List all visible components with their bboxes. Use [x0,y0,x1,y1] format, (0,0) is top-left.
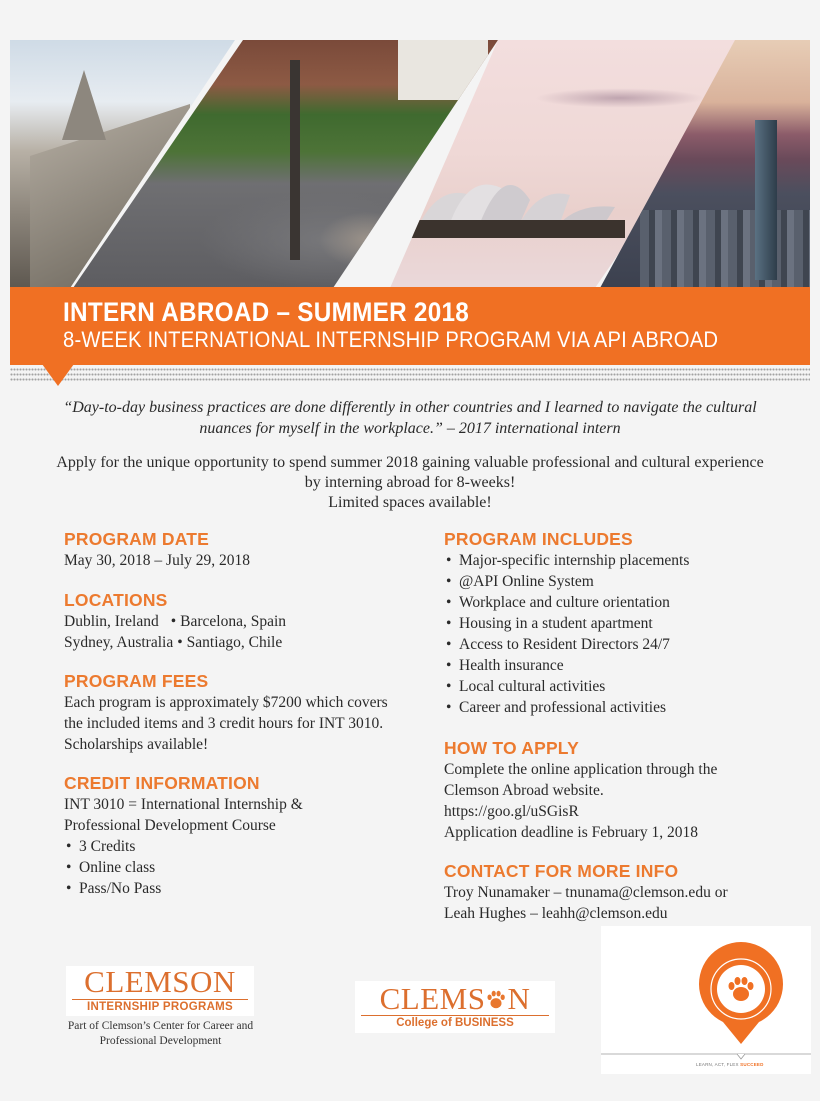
includes-bullet-list [444,550,794,718]
header-photo-strip [10,40,810,288]
logo-caption: Part of Clemson’s Center for Career and Professional Development [67,1020,254,1047]
intro-line: Apply for the unique opportunity to spend summer 2018 gaining valuable professional and cultural experience by interning abroad for 8-weeks! [56,454,764,491]
pin-tagline [696,1062,764,1067]
apply-deadline: Application deadline is February 1, 2018 [444,824,698,841]
clemson-wordmark: CLEMSON [84,964,236,999]
intro-limited-spaces: Limited spaces available! [328,494,492,511]
right-column [444,529,794,939]
barcelona-building-shape [398,40,488,100]
wordmark-left: CLEMS [379,981,486,1016]
section-title: PROGRAM DATE [64,529,209,549]
cathedral-spire-shape [62,70,106,140]
apply-instructions: Complete the online application through the Clemson Abroad website. [444,761,718,799]
dotted-divider [10,366,810,383]
credit-bullet-list [64,836,414,899]
opera-house-base-shape [410,220,625,238]
list-item: • Career and professional activities [444,697,794,718]
title-banner [10,287,810,365]
locations-row [64,611,414,632]
program-date-value: May 30, 2018 – July 29, 2018 [64,552,250,569]
section-contact [444,861,794,924]
logo-subtitle: INTERNSHIP PROGRAMS [86,1001,234,1013]
location-item: Dublin, Ireland [64,613,159,630]
section-title: PROGRAM INCLUDES [444,529,633,549]
list-item: • Housing in a student apartment [444,613,794,634]
columbus-column-shape [290,60,300,260]
section-credit-information [64,773,414,899]
location-pin-icon [601,926,811,1074]
testimonial-quote: “Day-to-day business practices are done differently in other countries and I learned to navigate the cultural nuances for myself in the workplace.” – 2017 international intern [63,399,757,437]
section-title: CREDIT INFORMATION [64,773,260,793]
clemson-wordmark [355,983,555,1015]
section-program-fees [64,671,414,755]
wordmark-right: N [507,981,531,1016]
list-item: • Local cultural activities [444,676,794,697]
list-item: • 3 Credits [64,836,414,857]
clemson-internship-programs-logo [66,966,254,1016]
section-title: CONTACT FOR MORE INFO [444,861,679,881]
section-title: HOW TO APPLY [444,738,579,758]
apply-link[interactable]: https://goo.gl/uSGisR [444,803,579,820]
costanera-tower-shape [755,120,777,280]
page-title: INTERN ABROAD – SUMMER 2018 [63,297,470,327]
section-locations [64,590,414,653]
logo-subtitle: College of BUSINESS [396,1017,514,1029]
left-column [64,529,414,914]
pin-tagline-highlight: SUCCEED [740,1062,764,1067]
pin-tagline-prefix: LEARN, ACT, FLEX [696,1062,739,1067]
section-program-date [64,529,414,571]
list-item: • @API Online System [444,571,794,592]
section-title: PROGRAM FEES [64,671,209,691]
contact-troy[interactable]: Troy Nunamaker – tnunama@clemson.edu or [444,884,728,901]
program-fees-text: Each program is approximately $7200 which covers the included items and 3 credit hours for INT 3010. Scholarships available! [64,694,388,753]
intro-text [55,453,765,513]
list-item: • Major-specific internship placements [444,550,794,571]
credit-course-text: INT 3010 = International Internship & Professional Development Course [64,796,303,834]
section-program-includes [444,529,794,718]
list-item: • Health insurance [444,655,794,676]
location-item: Sydney, Australia [64,634,174,651]
list-item: • Online class [64,857,414,878]
banner-pointer-icon [42,364,74,386]
section-title: LOCATIONS [64,590,168,610]
list-item: • Workplace and culture orientation [444,592,794,613]
clemson-college-of-business-logo [355,981,555,1033]
list-item: • Pass/No Pass [64,878,414,899]
santiago-city-shape [640,210,810,288]
locations-row [64,632,414,653]
opera-house-sails-icon [410,165,620,225]
tiger-paw-icon [485,989,507,1011]
location-item: Barcelona, Spain [180,613,287,630]
page-subtitle: 8-WEEK INTERNATIONAL INTERNSHIP PROGRAM VIA API ABROAD [63,327,719,352]
location-item: Santiago, Chile [186,634,283,651]
list-item: • Access to Resident Directors 24/7 [444,634,794,655]
section-how-to-apply [444,738,794,843]
career-center-pin-logo [601,926,811,1074]
bullet-icon: • [177,634,183,651]
bullet-icon: • [170,613,177,630]
contact-leah[interactable]: Leah Hughes – leahh@clemson.edu [444,905,668,922]
